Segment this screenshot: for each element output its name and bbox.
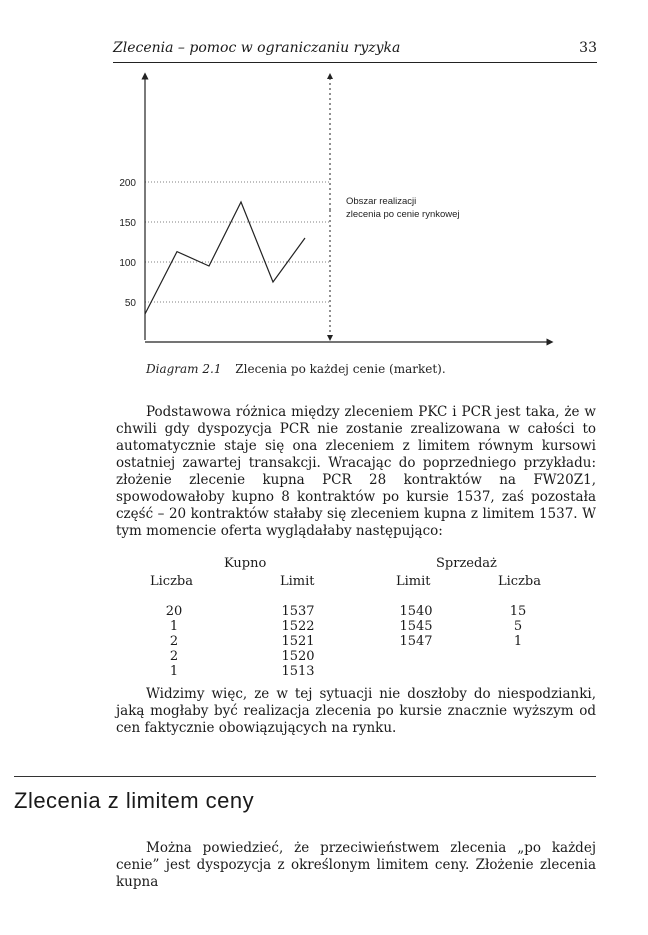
series-line	[145, 202, 305, 314]
y-tick-label: 200	[119, 178, 136, 189]
buy-header: Kupno	[224, 556, 267, 571]
diagram-caption	[146, 362, 446, 376]
caption-label: Diagram 2.1	[146, 362, 222, 376]
order-cell: 1545	[399, 619, 433, 634]
order-cell: 1513	[281, 664, 315, 679]
order-cell: 2	[169, 634, 179, 649]
column-header: Limit	[280, 574, 315, 589]
y-tick-label: 50	[124, 298, 136, 309]
paragraph-2: Widzimy więc, ze w tej sytuacji nie doszłoby do niespodzianki, jaką mogłaby być realizacja zlecenia po kursie znacznie wyższym od cen faktycznie obowiązujących na rynku.	[116, 686, 596, 736]
order-cell: 1	[169, 664, 179, 679]
page-number: 33	[579, 40, 597, 56]
order-cell: 1520	[281, 649, 315, 664]
order-cell: 20	[165, 604, 183, 619]
order-cell: 1547	[399, 634, 433, 649]
order-cell: 5	[513, 619, 523, 634]
order-row	[140, 649, 560, 664]
order-cell: 1	[513, 634, 523, 649]
section-title: Zlecenia z limitem ceny	[14, 788, 255, 813]
paragraph-1: Podstawowa różnica między zleceniem PKC i PCR jest taka, że w chwili gdy dyspozycja PCR nie zostanie zrealizowana w całości to automatycznie staje się ona zleceniem z limitem równym kursowi ostatniej zawartej transakcji. Wracając do poprzedniego przykładu: złożenie zlecenie kupna PCR 28 kontraktów na FW20Z1, spowodowałoby kupno 8 kontraktów po kursie 1537, zaś pozostała część – 20 kontraktów stałaby się zleceniem kupna z limitem 1537. W tym momencie oferta wyglądałaby następująco:	[116, 404, 596, 539]
paragraph-3: Można powiedzieć, że przeciwieństwem zlecenia „po każdej cenie” jest dyspozycja z określonym limitem ceny. Złożenie zlecenia kupna	[116, 840, 596, 890]
order-row	[140, 664, 560, 679]
annotation-line-1: Obszar realizacji	[346, 196, 417, 207]
order-cell: 2	[169, 649, 179, 664]
order-rows	[140, 604, 560, 679]
sell-header: Sprzedaż	[436, 556, 497, 571]
order-cell: 15	[509, 604, 527, 619]
order-cell: 1540	[399, 604, 433, 619]
order-row	[140, 604, 560, 619]
section-rule	[14, 776, 596, 777]
column-header: Liczba	[498, 574, 541, 589]
order-row	[140, 619, 560, 634]
header-rule	[113, 62, 597, 63]
order-row	[140, 634, 560, 649]
order-cell: 1	[169, 619, 179, 634]
column-header: Limit	[396, 574, 431, 589]
order-cell: 1521	[281, 634, 315, 649]
diagram-chart	[110, 70, 560, 355]
y-tick-label: 150	[119, 218, 136, 229]
order-cell: 1522	[281, 619, 315, 634]
annotation-line-2: zlecenia po cenie rynkowej	[346, 209, 460, 220]
caption-text: Zlecenia po każdej cenie (market).	[235, 362, 446, 376]
column-header: Liczba	[150, 574, 193, 589]
y-tick-label: 100	[119, 258, 136, 269]
running-head	[113, 40, 597, 56]
order-cell: 1537	[281, 604, 315, 619]
running-head-title: Zlecenia – pomoc w ograniczaniu ryzyka	[113, 40, 401, 56]
